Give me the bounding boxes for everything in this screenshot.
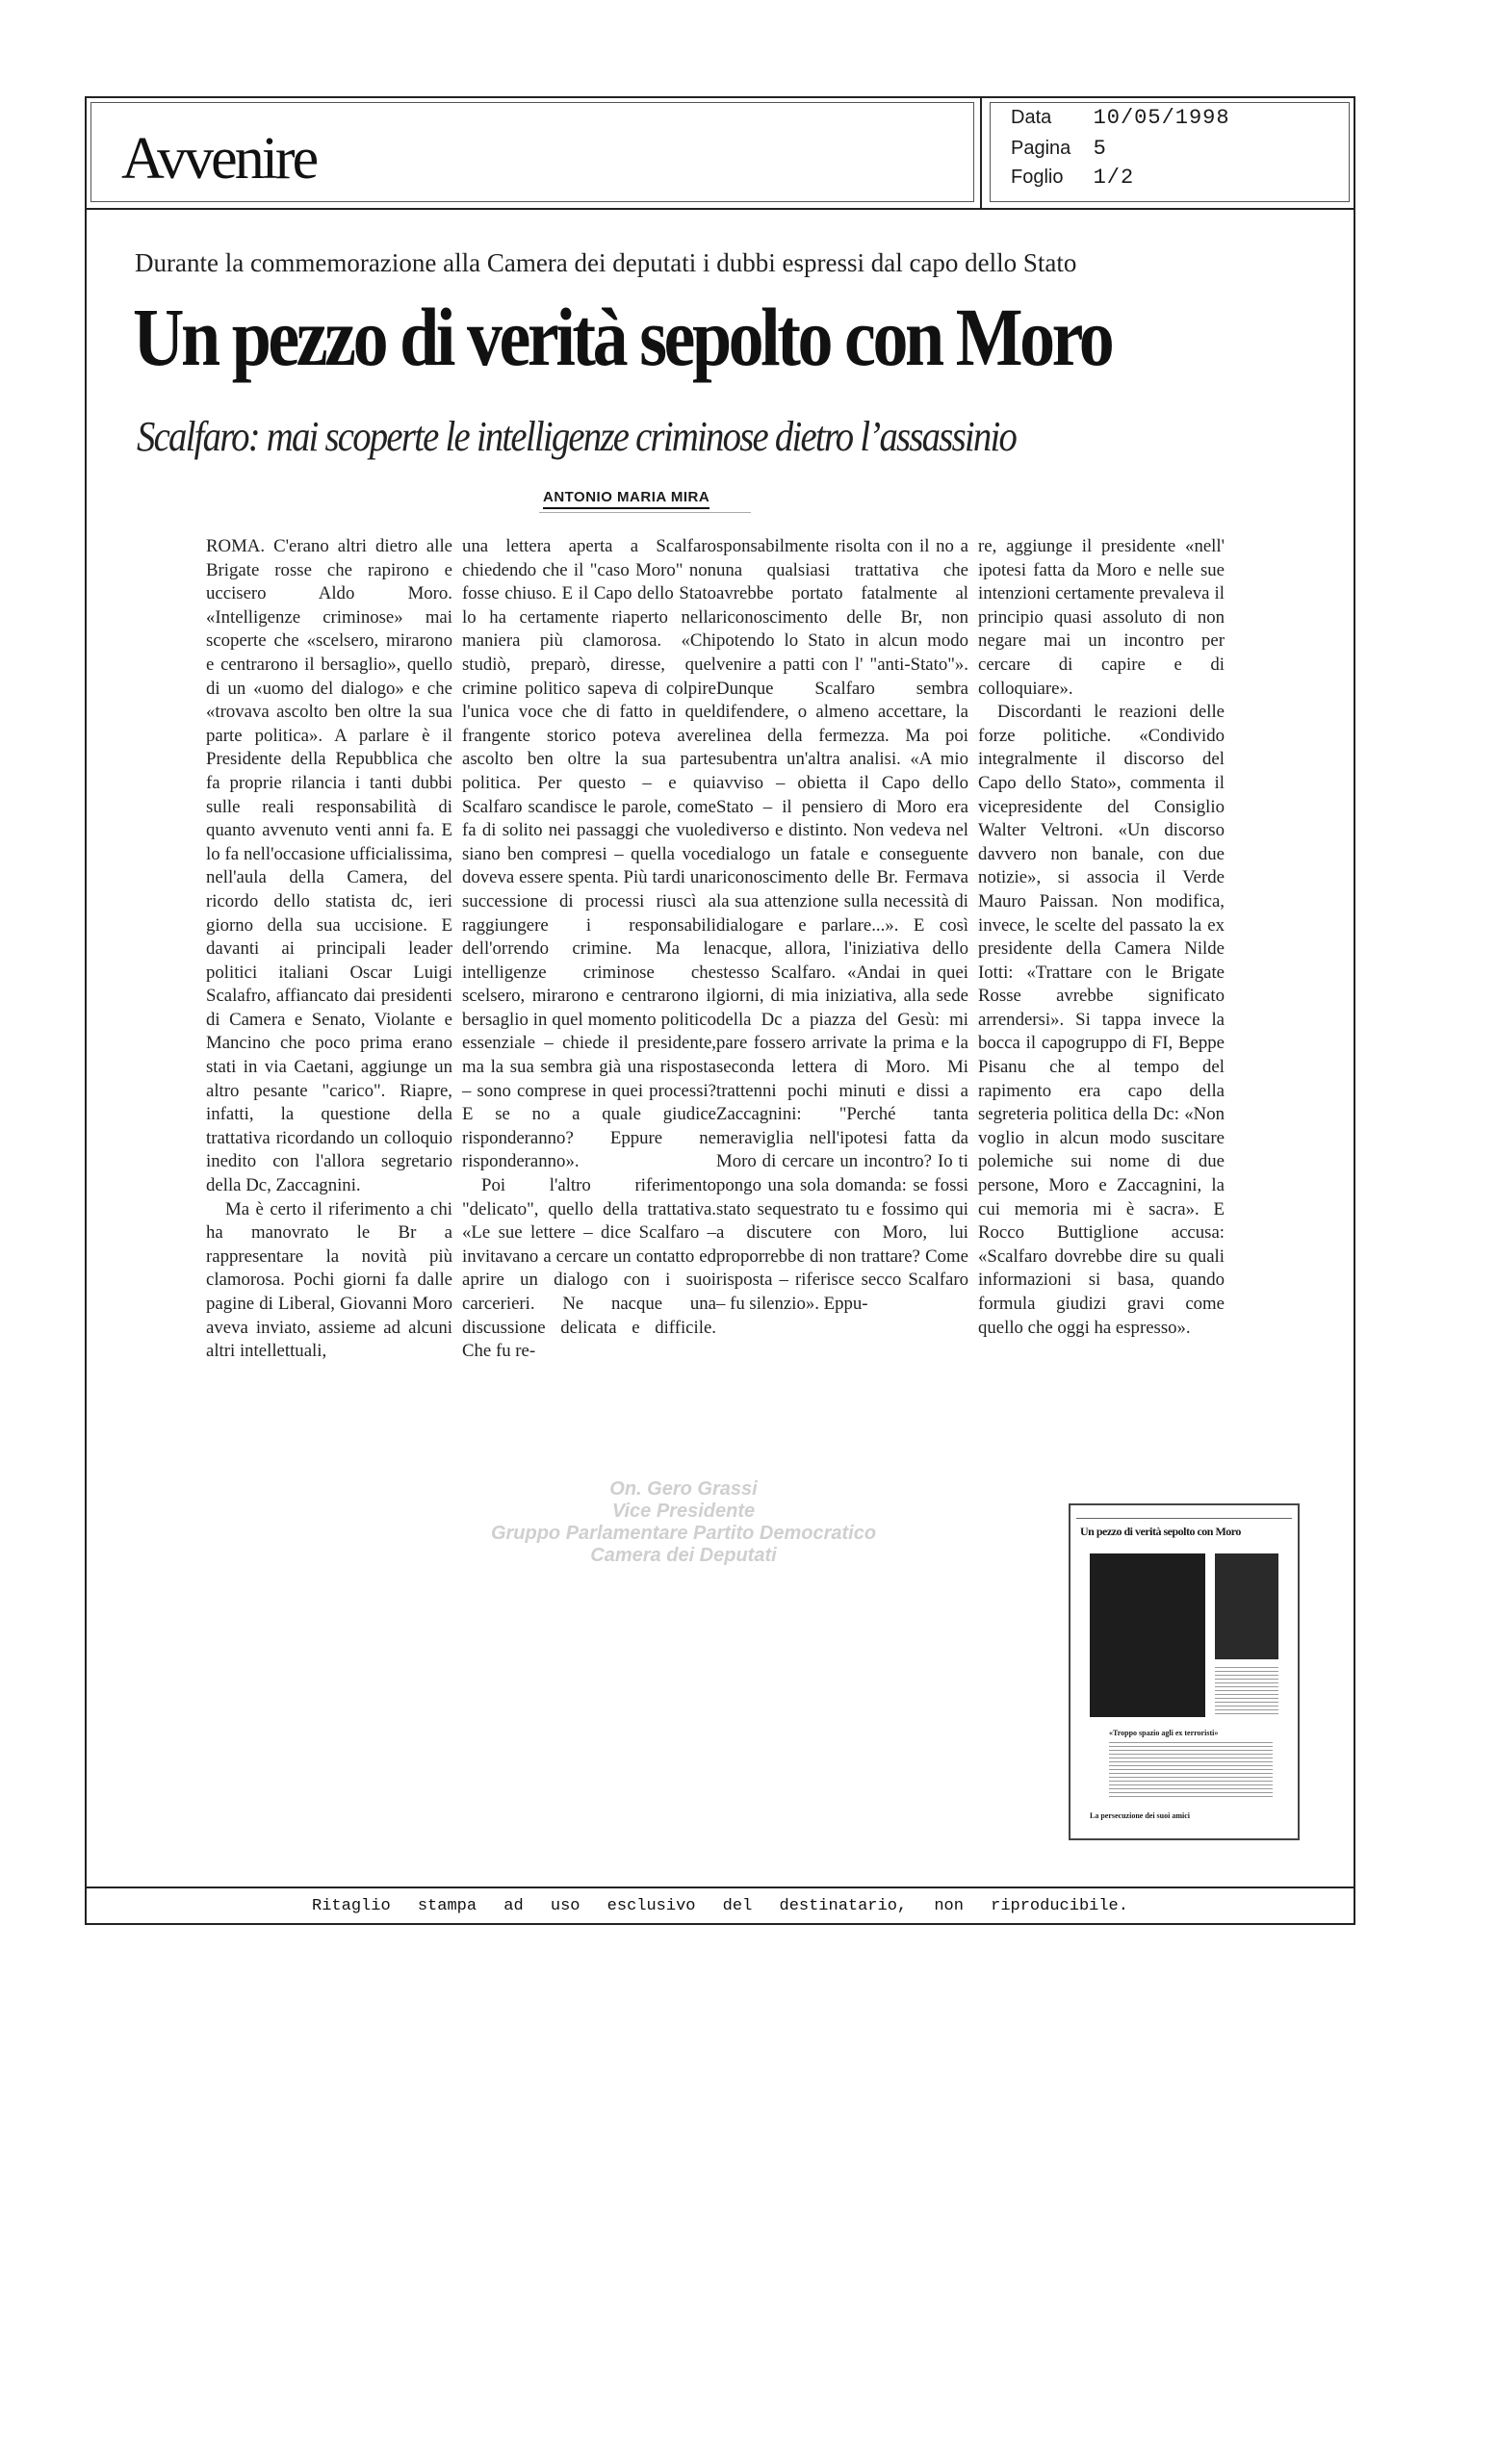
page-row: [1011, 137, 1107, 161]
sheet-label: Foglio: [1011, 167, 1064, 188]
page-value: 5: [1093, 137, 1107, 161]
sheet-value: 1/2: [1093, 166, 1135, 190]
clipping-header: [85, 96, 1355, 210]
stamp-line: Gruppo Parlamentare Partito Democratico: [490, 1523, 877, 1544]
column-paragraph: Ma è certo il riferimento a chi ha manovrato le Br a rappresentare la novità più clamorosa. Pochi giorni fa dalle pagine di Liberal, Giovanni Moro aveva inviato, assieme ad alcuni altri intellettuali,: [206, 1198, 452, 1362]
article-column-1: [206, 535, 452, 1364]
date-label: Data: [1011, 107, 1052, 128]
article-column-2: [462, 535, 716, 1364]
article-subheadline: Scalfaro: mai scoperte le intelligenze criminose dietro l’assassinio: [137, 413, 1017, 460]
article-kicker: Durante la commemorazione alla Camera dei deputati i dubbi espressi dal capo dello Stato: [135, 248, 1077, 277]
column-paragraph: Poi l'altro riferimento "delicato", quello della trattativa. «Le sue lettere – dice Scalfaro – invitavano a cercare un contatto ed aprire un dialogo con i suoi carcerieri. Ne nacque una discussione delicata e difficile. Che fu re-: [462, 1175, 716, 1362]
column-paragraph: Discordanti le reazioni delle forze politiche. «Condivido integralmente il discorso del Capo dello Stato», commenta il vicepresidente del Consiglio Walter Veltroni. «Un discorso davvero non banale, con due notizie», si associa il Verde Mauro Paissan. Non modifica, invece, le scelte del passato la ex presidente della Camera Nilde Iotti: «Trattare con le Brigate Rosse avrebbe significato arrendersi». Si tappa invece la bocca il capogruppo di FI, Beppe Pisanu che al tempo del rapimento era capo della segreteria politica della Dc: «Non voglio in alcun modo suscitare polemiche sui nome di due persone, Moro e Zaccagnini, la cui memoria mi è sacra». E Rocco Buttiglione accusa: «Scalfaro dovrebbe dire su quali informazioni si basa, quando formula giudizi gravi come quello che oggi ha espresso».: [978, 702, 1225, 1338]
thumbnail-photo-secondary: [1215, 1553, 1278, 1659]
thumbnail-caption: «Troppo spazio agli ex terroristi»: [1109, 1729, 1219, 1737]
page-label: Pagina: [1011, 138, 1071, 159]
article-column-4: [978, 535, 1225, 1340]
article-column-3: [716, 535, 968, 1317]
thumbnail-title: Un pezzo di verità sepolto con Moro: [1080, 1525, 1241, 1538]
clipping-footer: Ritaglio stampa ad uso esclusivo del destinatario, non riproducibile.: [312, 1897, 1128, 1915]
newspaper-logo: Avvenire: [121, 126, 317, 192]
faded-office-stamp: [462, 1478, 905, 1567]
article-headline: Un pezzo di verità sepolto con Moro: [133, 291, 1112, 383]
thumbnail-bottom-title: La persecuzione dei suoi amici: [1090, 1811, 1190, 1820]
byline-rule: [539, 512, 751, 513]
date-value: 10/05/1998: [1093, 106, 1230, 130]
column-paragraph: re, aggiunge il presidente «nell' ipotesi fatta da Moro e nelle sue intenzioni certamente prevaleva il principio quasi assoluto di non negare mai un incontro per cercare di capire e di colloquiare».: [978, 536, 1225, 699]
sheet-row: [1011, 166, 1134, 190]
page-thumbnail: [1069, 1503, 1300, 1840]
stamp-line: On. Gero Grassi: [609, 1478, 758, 1500]
stamp-line: Camera dei Deputati: [590, 1545, 777, 1566]
clipping-meta: [982, 96, 1355, 210]
masthead-box: [85, 96, 982, 210]
article-byline: ANTONIO MARIA MIRA: [543, 489, 709, 509]
stamp-line: Vice Presidente: [611, 1501, 756, 1522]
column-paragraph: una lettera aperta a Scalfaro chiedendo che il "caso Moro" non fosse chiuso. E il Capo dello Stato lo ha certamente riaperto nella maniera più clamorosa. «Chi studiò, preparò, diresse, quel crimine politico sapeva di colpire l'unica voce che di fatto in quel frangente storico poteva avere ascolto ben oltre la sua parte politica. Per questo – e qui Scalfaro scandisce le parole, come fa di solito nei passaggi che vuole siano ben compresi – quella voce doveva essere spenta. Più tardi una successione di processi riuscì a raggiungere i responsabili dell'orrendo crimine. Ma le intelligenze criminose che scelsero, mirarono e centrarono il bersaglio in quel momento politico essenziale – chiede il presidente, ma la sua sembra già una risposta – sono comprese in quei processi? E se no a quale giudice risponderanno? Eppure ne risponderanno».: [462, 536, 716, 1172]
column-paragraph: sponsabilmente risolta con il no a una qualsiasi trattativa che avrebbe portato fatalmente al riconoscimento delle Br, non potendo lo Stato in alcun modo venire a patti con l' "anti-Stato"». Dunque Scalfaro sembra difendere, o almeno accettare, la linea della fermezza. Ma poi subentra un'altra analisi. «A mio avviso – obietta il Capo dello Stato – il pensiero di Moro era diverso e distinto. Non vedeva nel dialogo un fatale e conseguente riconoscimento delle Br. Fermava la sua attenzione sulla necessità di dialogare e parlare...». E così nacque, allora, l'iniziativa dello stesso Scalfaro. «Andai in quei giorni, di mia iniziativa, alla sede della Dc a piazza del Gesù: mi pare fossero arrivate la prima e la seconda lettera di Moro. Mi trattenni pochi minuti e dissi a Zaccagnini: "Perché tanta meraviglia nell'ipotesi fatta da Moro di cercare un incontro? Io ti pongo una sola domanda: se fossi stato sequestrato tu e fossimo qui a discutere con Moro, lui proporrebbe di non trattare? Come risposta – riferisce secco Scalfaro – fu silenzio». Eppu-: [716, 536, 968, 1314]
date-row: [1011, 106, 1230, 130]
column-paragraph: ROMA. C'erano altri dietro alle Brigate rosse che rapirono e uccisero Aldo Moro. «Intelligenze criminose» mai scoperte che «scelsero, mirarono e centrarono il bersaglio», quello di un «uomo del dialogo» e che «trovava ascolto ben oltre la sua parte politica». A parlare è il Presidente della Repubblica che fa proprie rilancia i tanti dubbi sulle reali responsabilità di quanto avvenuto venti anni fa. E lo fa nell'occasione ufficialissima, nell'aula della Camera, del ricordo dello statista dc, ieri giorno della sua uccisione. E davanti ai principali leader politici italiani Oscar Luigi Scalafro, affiancato dai presidenti di Camera e Senato, Violante e Mancino che poco prima erano stati in via Caetani, aggiunge un altro pesante "carico". Riapre, infatti, la questione della trattativa ricordando un colloquio inedito con l'allora segretario della Dc, Zaccagnini.: [206, 536, 452, 1196]
thumbnail-photo: [1090, 1553, 1205, 1717]
